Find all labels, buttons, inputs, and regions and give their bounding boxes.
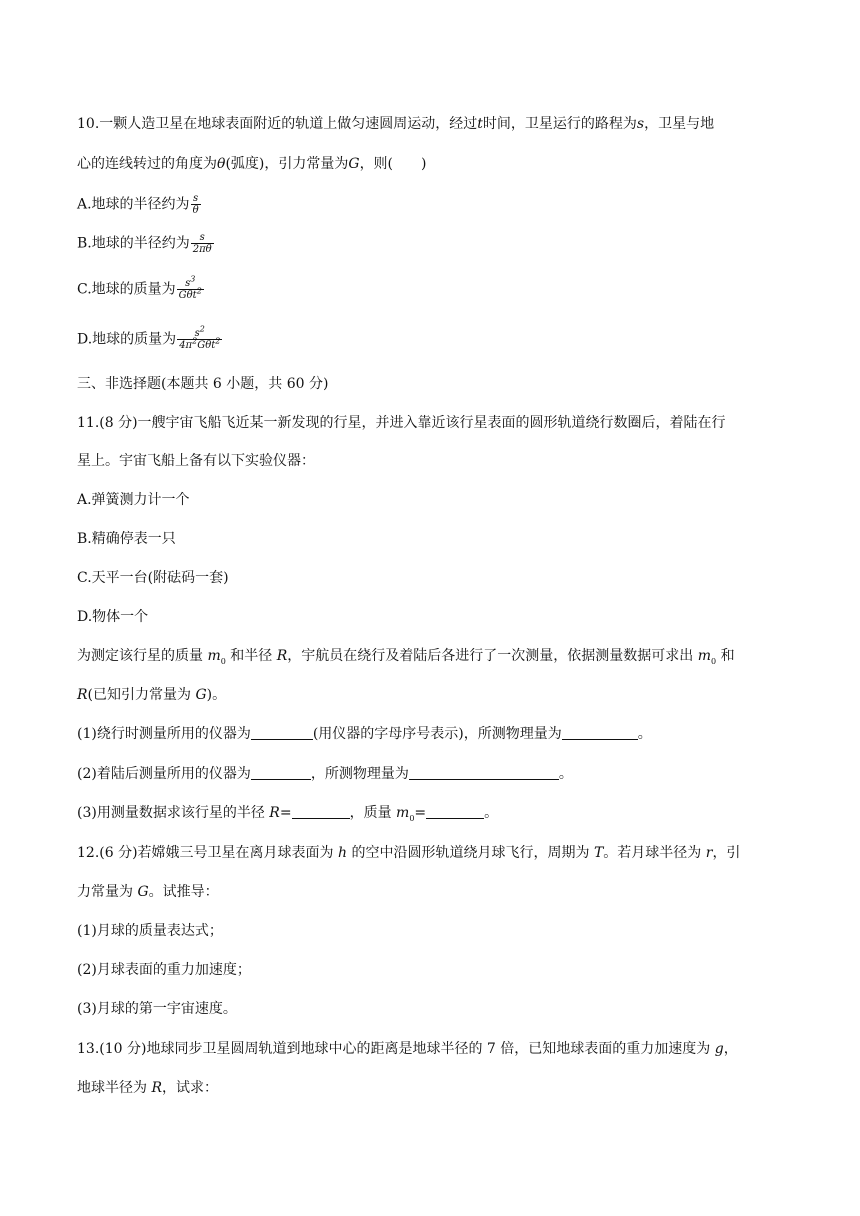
answer-blank[interactable] bbox=[251, 725, 313, 740]
var-theta: θ bbox=[217, 156, 226, 172]
q11-part-1 bbox=[77, 724, 652, 744]
q12-text: 12.(6 分)若嫦娥三号卫星在离月球表面为 bbox=[77, 845, 334, 861]
option-c-text: C.地球的质量为 bbox=[77, 281, 176, 298]
answer-blank[interactable] bbox=[426, 804, 484, 819]
var-g: g bbox=[714, 1041, 724, 1057]
option-b-text: B.精确停表一只 bbox=[77, 531, 176, 547]
q12-text: (1)月球的质量表达式； bbox=[77, 923, 223, 939]
answer-blank[interactable] bbox=[562, 725, 638, 740]
q10-text: ，卫星与地 bbox=[644, 116, 715, 132]
q10-line-1 bbox=[77, 114, 714, 134]
q11-option-b bbox=[77, 529, 176, 549]
q13-text: 地球半径为 bbox=[77, 1080, 147, 1096]
var-G: G bbox=[137, 884, 149, 900]
equals-sign: = bbox=[279, 805, 292, 821]
var-R: R bbox=[269, 805, 280, 821]
q12-part-2 bbox=[77, 960, 251, 980]
option-a-text: A.地球的半径约为 bbox=[77, 196, 190, 213]
q12-text: ，引 bbox=[712, 845, 741, 861]
q11-text: 和 bbox=[720, 648, 735, 664]
q11-text: )。 bbox=[206, 687, 227, 703]
fraction-s-over-2pi-theta bbox=[191, 232, 214, 255]
q11-text: 星上。宇宙飞船上备有以下实验仪器： bbox=[77, 453, 315, 469]
fraction-numerator: s bbox=[193, 193, 199, 204]
q10-line-2 bbox=[77, 154, 427, 174]
q12-text: 的空中沿圆形轨道绕月球飞行，周期为 bbox=[351, 845, 590, 861]
var-R: R bbox=[151, 1080, 162, 1096]
q11-description-line-2 bbox=[77, 685, 226, 705]
q12-text: (2)月球表面的重力加速度； bbox=[77, 962, 251, 978]
q10-text: (弧度)，引力常量为 bbox=[225, 156, 349, 172]
q11-text: 。 bbox=[637, 726, 652, 742]
q11-text: (用仪器的字母序号表示)，所测物理量为 bbox=[312, 726, 562, 742]
exponent: 2 bbox=[196, 286, 202, 296]
q11-option-d bbox=[77, 607, 148, 627]
fraction-denominator bbox=[177, 336, 222, 351]
section-3-heading bbox=[77, 374, 328, 394]
var-R: R bbox=[77, 687, 88, 703]
q12-line-1 bbox=[77, 843, 740, 863]
q11-text: ，质量 bbox=[349, 805, 392, 821]
q13-text: 13.(10 分)地球同步卫星圆周轨道到地球中心的距离是地球半径的 7 倍，已知地球表面的重力加速度为 bbox=[77, 1041, 711, 1057]
exponent: 2 bbox=[199, 324, 205, 334]
q10-option-b bbox=[77, 232, 214, 255]
option-b-text: B.地球的半径约为 bbox=[77, 235, 190, 252]
var-m: m bbox=[207, 648, 221, 664]
fraction-denominator: 2πθ bbox=[192, 244, 212, 255]
section-heading-text: 三、非选择题(本题共 6 小题，共 60 分) bbox=[77, 376, 329, 392]
answer-blank[interactable] bbox=[251, 765, 311, 780]
option-c-text: C.天平一台(附砝码一套) bbox=[77, 570, 229, 586]
q12-text: 。若月球半径为 bbox=[603, 845, 702, 861]
q12-text: (3)月球的第一宇宙速度。 bbox=[77, 1001, 237, 1017]
q12-part-1 bbox=[77, 921, 223, 941]
q11-text: 为测定该行星的质量 bbox=[77, 648, 203, 664]
q10-text: ，则( ) bbox=[359, 156, 427, 172]
fraction-denominator: θ bbox=[192, 205, 199, 216]
q10-text: 心的连线转过的角度为 bbox=[77, 156, 217, 172]
var-h: h bbox=[338, 845, 348, 861]
answer-blank[interactable] bbox=[292, 804, 350, 819]
fraction-numerator bbox=[183, 274, 197, 289]
subscript: 0 bbox=[711, 656, 717, 666]
fraction-s2-over-4pi2-g-theta-t2 bbox=[177, 324, 222, 351]
exponent: 3 bbox=[190, 274, 196, 284]
var-t: t bbox=[477, 116, 483, 132]
q10-option-d bbox=[77, 324, 222, 351]
q10-option-a bbox=[77, 193, 201, 216]
q11-part-2 bbox=[77, 764, 573, 784]
q11-text: (已知引力常量为 bbox=[87, 687, 192, 703]
var-T: T bbox=[593, 845, 604, 861]
exponent: 2 bbox=[192, 336, 198, 346]
q10-option-c bbox=[77, 274, 204, 301]
subscript: 0 bbox=[220, 656, 226, 666]
fraction-numerator: s bbox=[199, 232, 205, 243]
option-a-text: A.弹簧测力计一个 bbox=[77, 492, 190, 508]
q11-text: ，所测物理量为 bbox=[310, 766, 409, 782]
option-d-text: D.地球的质量为 bbox=[77, 331, 177, 348]
q10-text: 时间，卫星运行的路程为 bbox=[482, 116, 637, 132]
q11-text: (2)着陆后测量所用的仪器为 bbox=[77, 766, 251, 782]
q11-text: ，宇航员在绕行及着陆后各进行了一次测量，依据测量数据可求出 bbox=[287, 648, 694, 664]
q12-line-2 bbox=[77, 882, 219, 902]
var-s: s bbox=[636, 116, 645, 132]
var-r: r bbox=[705, 845, 713, 861]
var-s: s bbox=[185, 278, 191, 289]
var-m: m bbox=[697, 648, 712, 664]
q12-text: 力常量为 bbox=[77, 884, 133, 900]
q13-line-2 bbox=[77, 1078, 218, 1098]
exponent: 2 bbox=[215, 336, 221, 346]
denominator-text: Gθt bbox=[197, 340, 216, 351]
q12-text: 。试推导： bbox=[148, 884, 219, 900]
q11-text: 。 bbox=[558, 766, 573, 782]
q13-text: ， bbox=[723, 1041, 738, 1057]
option-d-text: D.物体一个 bbox=[77, 609, 149, 625]
denominator-text: 4π bbox=[179, 340, 193, 351]
q11-option-a bbox=[77, 490, 190, 510]
fraction-s3-over-g-theta-t2 bbox=[177, 274, 204, 301]
q13-text: ，试求： bbox=[162, 1080, 218, 1096]
q11-text: 。 bbox=[484, 805, 499, 821]
fraction-denominator bbox=[177, 286, 204, 301]
q11-text: (1)绕行时测量所用的仪器为 bbox=[77, 726, 251, 742]
var-s: s bbox=[194, 328, 200, 339]
q11-text: (3)用测量数据求该行星的半径 bbox=[77, 805, 265, 821]
answer-blank[interactable] bbox=[409, 765, 559, 780]
equals-sign: = bbox=[414, 805, 427, 821]
var-G: G bbox=[195, 687, 207, 703]
q10-text: 10.一颗人造卫星在地球表面附近的轨道上做匀速圆周运动，经过 bbox=[77, 116, 478, 132]
q13-line-1 bbox=[77, 1039, 738, 1059]
q11-option-c bbox=[77, 568, 229, 588]
fraction-s-over-theta bbox=[191, 193, 201, 216]
q11-line-1 bbox=[77, 413, 726, 433]
q11-text: 和半径 bbox=[230, 648, 273, 664]
q11-line-2 bbox=[77, 451, 315, 471]
denominator-text: Gθt bbox=[178, 290, 197, 301]
subscript: 0 bbox=[409, 813, 415, 823]
q12-part-3 bbox=[77, 999, 237, 1019]
q11-part-3 bbox=[77, 803, 498, 823]
q11-text: 11.(8 分)一艘宇宙飞船飞近某一新发现的行星，并进入靠近该行星表面的圆形轨道绕行数圈后，着陆在行 bbox=[77, 415, 726, 431]
var-G: G bbox=[348, 156, 360, 172]
q11-description-line-1 bbox=[77, 646, 735, 666]
var-R: R bbox=[276, 648, 288, 664]
var-m: m bbox=[396, 805, 410, 821]
